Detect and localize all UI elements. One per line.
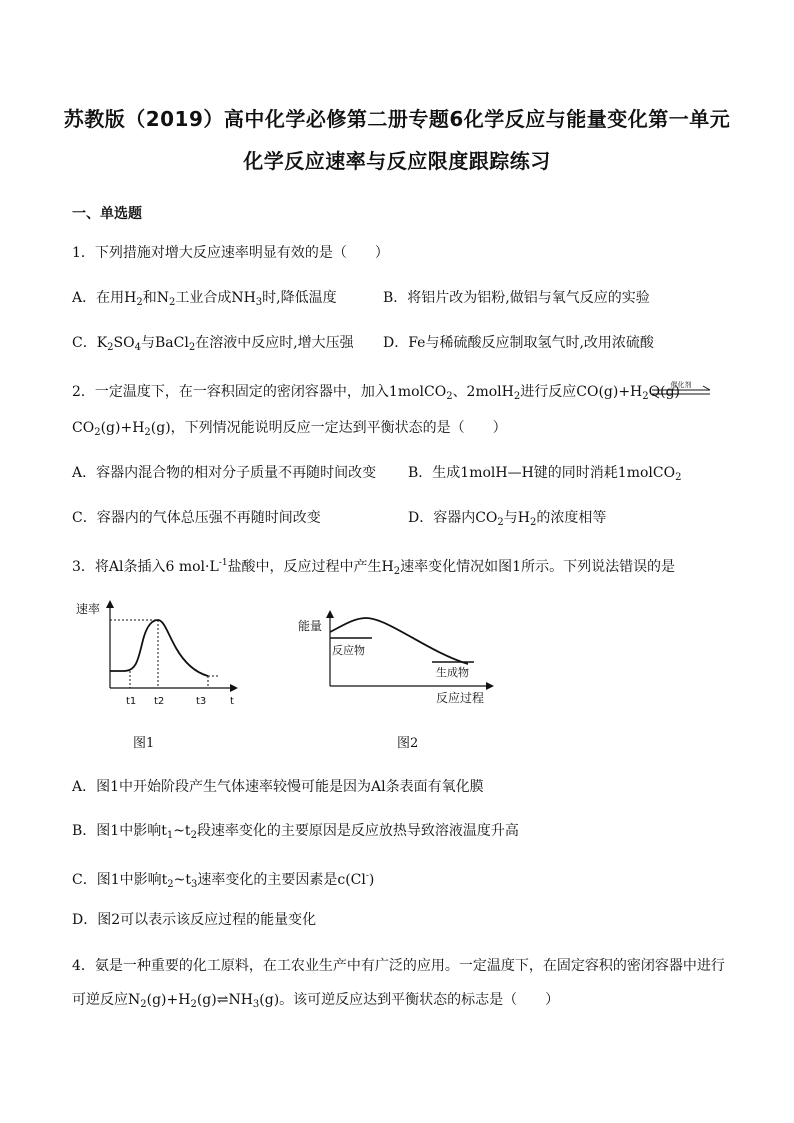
fig1-tick-t1: t1 bbox=[126, 696, 137, 707]
q1-a-text4: 时,降低温度 bbox=[262, 290, 337, 306]
q4-text1: 可逆反应N bbox=[72, 992, 141, 1008]
q4-stem-line1: 4．氨是一种重要的化工原料，在工农业生产中有广泛的应用。一定温度下，在固定容积的密闭容器中进行 bbox=[72, 958, 725, 974]
q3-stem bbox=[72, 553, 675, 582]
fig2-reactant-label: 反应物 bbox=[332, 644, 365, 657]
q1-c-sub1: 2 bbox=[107, 342, 114, 353]
fig2-energy-curve bbox=[330, 618, 468, 664]
q3-c-text2: ~t bbox=[173, 872, 191, 888]
q1-option-a bbox=[72, 288, 337, 313]
q3-option-a: A．图1中开始阶段产生气体速率较慢可能是因为Al条表面有氧化膜 bbox=[72, 779, 484, 795]
q2-stem-line2 bbox=[72, 418, 507, 443]
q3-c-sub2: 3 bbox=[190, 879, 198, 890]
q1-a-text3: 工业合成NH bbox=[175, 290, 256, 306]
q3-stem-text3: 速率变化情况如图1所示。下列说法错误的是 bbox=[400, 559, 676, 575]
q2-d-text1: D．容器内CO bbox=[408, 510, 498, 526]
q4-sub2: 2 bbox=[190, 999, 197, 1010]
q4-stem-line2 bbox=[72, 990, 559, 1015]
fig1-tick-t: t bbox=[230, 696, 234, 707]
q1-a-sub3: 3 bbox=[255, 297, 263, 308]
q3-b-text2: ~t bbox=[173, 823, 191, 839]
q2-stem-sub3: 2 bbox=[642, 391, 649, 402]
fig1-tick-t3: t3 bbox=[196, 696, 207, 707]
q2-stem-sub4: 2 bbox=[94, 427, 101, 438]
q2-stem-text7: (g)，下列情况能说明反应一定达到平衡状态的是（ ） bbox=[150, 420, 507, 436]
q1-c-text4: 在溶液中反应时,增大压强 bbox=[195, 335, 354, 351]
q3-option-d: D．图2可以表示该反应过程的能量变化 bbox=[72, 912, 317, 928]
q2-stem-sub2: 2 bbox=[513, 391, 521, 402]
q1-a-text1: A．在用H bbox=[72, 290, 137, 306]
equilibrium-arrow bbox=[650, 378, 712, 400]
q2-stem-line1 bbox=[72, 382, 680, 407]
q1-option-c bbox=[72, 333, 354, 358]
figure-2-caption: 图2 bbox=[397, 736, 419, 751]
doc-title-line1: 苏教版（2019）高中化学必修第二册专题6化学反应与能量变化第一单元 bbox=[63, 107, 731, 131]
q3-c-text4: ) bbox=[368, 872, 375, 888]
q3-b-sub2: 2 bbox=[190, 830, 197, 841]
q1-stem: 1．下列措施对增大反应速率明显有效的是（ ） bbox=[72, 245, 389, 261]
fig1-tick-t2: t2 bbox=[154, 696, 165, 707]
q2-b-sub1: 2 bbox=[675, 472, 682, 483]
q1-option-d: D．Fe与稀硫酸反应制取氢气时,改用浓硫酸 bbox=[383, 335, 654, 351]
fig2-product-label: 生成物 bbox=[436, 666, 469, 679]
q2-d-sub1: 2 bbox=[497, 517, 504, 528]
q2-stem-text3: 进行反应CO(g)+H bbox=[520, 384, 643, 400]
q2-stem-sub1: 2 bbox=[446, 391, 453, 402]
q1-a-text2: 和N bbox=[142, 290, 169, 306]
q3-option-c bbox=[72, 866, 374, 895]
fig1-x-arrow bbox=[230, 684, 238, 692]
q2-stem-text1: 2．一定温度下，在一容积固定的密闭容器中，加入1molCO bbox=[72, 384, 447, 400]
q3-c-text3: 速率变化的主要因素是c(Cl bbox=[197, 872, 366, 888]
q1-c-sub2: 4 bbox=[134, 342, 141, 353]
q1-c-text1: C．K bbox=[72, 335, 108, 351]
q1-a-sub2: 2 bbox=[168, 297, 176, 308]
q2-d-text3: 的浓度相等 bbox=[536, 510, 607, 526]
q4-text3: (g)⇌NH bbox=[196, 992, 253, 1008]
q2-b-text1: B．生成1molH—H键的同时消耗1molCO bbox=[408, 465, 676, 481]
catalyst-label: 催化剂 bbox=[670, 381, 692, 389]
figure-1-rate-graph bbox=[74, 596, 254, 714]
q1-c-text3: 与BaCl bbox=[141, 335, 189, 351]
q4-sub3: 3 bbox=[252, 999, 260, 1010]
fig2-y-label: 能量 bbox=[298, 619, 323, 633]
q4-sub1: 2 bbox=[140, 999, 147, 1010]
fig2-x-arrow bbox=[486, 682, 494, 690]
q3-stem-text1: 3．将Al条插入6 mol·L bbox=[72, 559, 219, 575]
figure-1-caption: 图1 bbox=[133, 736, 155, 751]
fig1-rate-curve bbox=[110, 620, 208, 676]
q3-c-sub1: 2 bbox=[167, 879, 174, 890]
q2-stem-sub5: 2 bbox=[144, 427, 151, 438]
q4-text4: (g)。该可逆反应达到平衡状态的标志是（ ） bbox=[259, 992, 560, 1008]
fig1-y-arrow bbox=[106, 600, 114, 608]
q3-stem-sub: 2 bbox=[393, 566, 401, 577]
fig2-y-arrow bbox=[326, 610, 334, 618]
q3-b-text1: B．图1中影响t bbox=[72, 823, 167, 839]
q3-c-sup: - bbox=[365, 871, 369, 881]
q2-option-b bbox=[408, 463, 681, 488]
q4-text2: (g)+H bbox=[146, 992, 191, 1008]
q2-option-c: C．容器内的气体总压强不再随时间改变 bbox=[72, 510, 321, 526]
q3-b-sub1: 1 bbox=[166, 830, 174, 841]
section-heading: 一、单选题 bbox=[72, 206, 142, 222]
q2-d-sub2: 2 bbox=[530, 517, 537, 528]
figure-2-energy-diagram bbox=[298, 608, 498, 708]
q1-c-sub3: 2 bbox=[188, 342, 196, 353]
q2-option-a: A．容器内混合物的相对分子质量不再随时间改变 bbox=[72, 465, 377, 481]
q2-stem-text5: CO bbox=[72, 420, 95, 436]
q2-option-d bbox=[408, 508, 606, 533]
q3-b-text3: 段速率变化的主要原因是反应放热导致溶液温度升高 bbox=[196, 823, 519, 839]
q2-stem-text6: (g)+H bbox=[100, 420, 145, 436]
q3-stem-sup: -1 bbox=[218, 558, 228, 568]
q2-d-text2: 与H bbox=[503, 510, 531, 526]
q1-c-text2: SO bbox=[113, 335, 135, 351]
q3-stem-text2: 盐酸中，反应过程中产生H bbox=[227, 559, 394, 575]
q1-a-sub1: 2 bbox=[136, 297, 143, 308]
q1-option-b: B．将铝片改为铝粉,做铝与氧气反应的实验 bbox=[383, 290, 650, 306]
doc-title-line2: 化学反应速率与反应限度跟踪练习 bbox=[243, 149, 551, 173]
fig2-x-label: 反应过程 bbox=[436, 691, 485, 705]
q3-option-b bbox=[72, 821, 519, 846]
q3-c-text1: C．图1中影响t bbox=[72, 872, 168, 888]
q2-stem-text2: 、2molH bbox=[452, 384, 514, 400]
q2-stem-text4: O(g) bbox=[648, 384, 681, 400]
fig1-y-label: 速率 bbox=[76, 602, 101, 616]
